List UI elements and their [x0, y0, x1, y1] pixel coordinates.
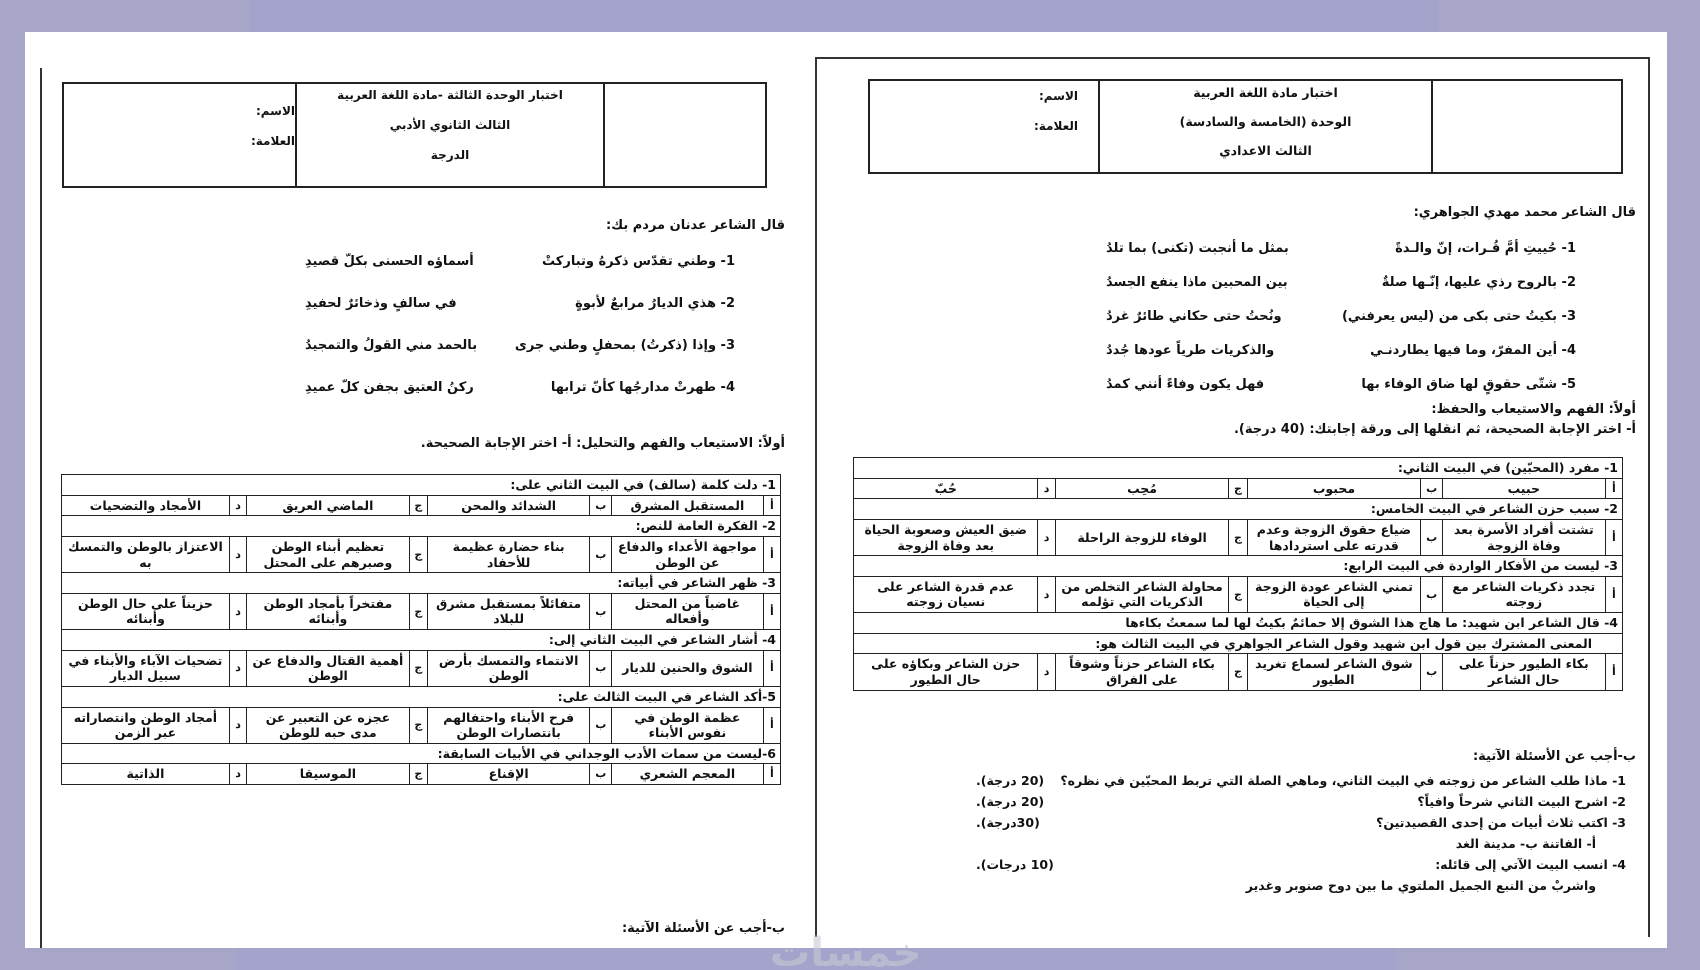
options-row: [854, 519, 1623, 555]
left-header-title-cell: [297, 82, 605, 188]
verse-row: 5- شتّى حقوقٍ لها ضاق الوفاء بها فهل يكون وفاءً أنني كمدُ: [1106, 376, 1576, 392]
question-text: 5-أكد الشاعر في البيت الثالث على:: [62, 686, 781, 707]
left-section-b-heading: ب-أجب عن الأسئلة الآتية:: [621, 921, 785, 936]
option-letter: د: [229, 707, 246, 743]
answer-option[interactable]: بكاء الشاعر حزناً وشوقاً على الفراق: [1055, 654, 1229, 690]
option-letter: ج: [409, 764, 427, 785]
option-letter: ج: [409, 593, 427, 629]
question-text: 4- قال الشاعر ابن شهيد: ما هاج هذا الشوق إلا حمائمٌ بكيتُ لها لما سمعتُ بكاءها: [854, 613, 1623, 634]
options-row: [62, 536, 781, 572]
answer-question-row: [976, 791, 1626, 812]
answer-question-text: 3- اكتب ثلاث أبيات من إحدى القصيدتين؟: [1376, 815, 1626, 830]
option-letter: أ: [763, 593, 780, 629]
answer-mark: (20 درجة).: [976, 794, 1045, 809]
question-row: [854, 556, 1623, 577]
option-letter: أ: [1605, 478, 1622, 499]
answer-option[interactable]: حُبّ: [854, 478, 1038, 499]
option-letter: ج: [409, 707, 427, 743]
answer-option[interactable]: بناء حضارة عظيمة للأحفاد: [427, 536, 589, 572]
option-letter: د: [229, 593, 246, 629]
answer-option[interactable]: ضياع حقوق الزوجة وعدم قدرته على استردادها: [1247, 519, 1421, 555]
option-letter: د: [1038, 519, 1055, 555]
document-sheet: [25, 32, 1667, 970]
answer-option[interactable]: عجزه عن التعبير عن مدى حبه للوطن: [247, 707, 409, 743]
option-letter: أ: [763, 650, 780, 686]
answer-question-row: [976, 770, 1626, 791]
options-row: [854, 576, 1623, 612]
answer-question-row: [976, 854, 1626, 875]
answer-option[interactable]: الشدائد والمحن: [427, 495, 589, 516]
question-text: 6-ليست من سمات الأدب الوجداني في الأبيات السابقة:: [62, 743, 781, 764]
option-letter: أ: [763, 707, 780, 743]
question-row: [854, 499, 1623, 520]
answer-option[interactable]: تضحيات الآباء والأبناء في سبيل الديار: [62, 650, 230, 686]
answer-question-row: [976, 875, 1626, 896]
option-letter: ب: [590, 764, 612, 785]
answer-option[interactable]: مواجهة الأعداء والدفاع عن الوطن: [612, 536, 764, 572]
left-exam-page: [40, 68, 795, 948]
answer-question-text: 2- اشرح البيت الثاني شرحاً وافياً؟: [1417, 794, 1626, 809]
answer-option[interactable]: عظمة الوطن في نفوس الأبناء: [612, 707, 764, 743]
answer-option[interactable]: المعجم الشعري: [612, 764, 764, 785]
options-row: [62, 593, 781, 629]
answer-option[interactable]: حبيب: [1442, 478, 1605, 499]
answer-option[interactable]: الانتماء والتمسك بأرض الوطن: [427, 650, 589, 686]
question-text: 3- ليست من الأفكار الواردة في البيت الرابع:: [854, 556, 1623, 577]
option-letter: ج: [1229, 478, 1247, 499]
answer-option[interactable]: الماضي العريق: [247, 495, 409, 516]
answer-option[interactable]: فرح الأبناء واحتفالهم بانتصارات الوطن: [427, 707, 589, 743]
option-letter: د: [1038, 576, 1055, 612]
right-title-line1: اختبار مادة اللغة العربية: [1193, 85, 1338, 100]
answer-option[interactable]: أمجاد الوطن وانتصاراته عبر الزمن: [62, 707, 230, 743]
verse-row: 2- بالروح رذي عليها، إنّـها صلةٌ بين المحبين ماذا ينفع الجسدُ: [1106, 274, 1576, 290]
answer-option[interactable]: الإقناع: [427, 764, 589, 785]
option-letter: أ: [763, 536, 780, 572]
answer-option[interactable]: تعظيم أبناء الوطن وصبرهم على المحتل: [247, 536, 409, 572]
left-title-line2: الثالث الثانوي الأدبي: [389, 118, 511, 132]
left-name-label: الاسم:: [255, 104, 295, 118]
verse-row: 1- وطني تقدّس ذكرهُ وتباركتْ أسماؤه الحسنى بكلّ قصيدِ: [305, 253, 735, 269]
answer-option[interactable]: غاضباً من المحتل وأفعاله: [612, 593, 764, 629]
answer-option[interactable]: الوفاء للزوجة الراحلة: [1055, 519, 1229, 555]
question-row: [62, 686, 781, 707]
answer-question-row: [976, 812, 1626, 833]
answer-question-row: [976, 833, 1626, 854]
options-row: [62, 650, 781, 686]
answer-mark: (10 درجات).: [976, 857, 1054, 872]
answer-option[interactable]: تشتت أفراد الأسرة بعد وفاة الزوجة: [1442, 519, 1605, 555]
option-letter: د: [229, 764, 246, 785]
answer-option[interactable]: محبوب: [1247, 478, 1421, 499]
question-text: 4- أشار الشاعر في البيت الثاني إلى:: [62, 630, 781, 651]
answer-option[interactable]: حزيناً على حال الوطن وأبنائه: [62, 593, 230, 629]
answer-option[interactable]: مُحِب: [1055, 478, 1229, 499]
left-section1-heading: أولاً: الاستيعاب والفهم والتحليل: أ- اختر الإجابة الصحيحة.: [420, 436, 785, 451]
answer-option[interactable]: حزن الشاعر وبكاؤه على حال الطيور: [854, 654, 1038, 690]
option-letter: ب: [590, 536, 612, 572]
answer-option[interactable]: أهمية القتال والدفاع عن الوطن: [247, 650, 409, 686]
option-letter: ج: [409, 536, 427, 572]
left-grade-label: العلامة:: [250, 134, 295, 148]
option-letter: ب: [1421, 654, 1443, 690]
right-header-fields-cell: [870, 81, 1100, 172]
option-letter: ب: [590, 593, 612, 629]
option-letter: أ: [763, 764, 780, 785]
answer-option[interactable]: مفتخراً بأمجاد الوطن وأبنائه: [247, 593, 409, 629]
verse-row: 3- بكيتُ حتى بكى من (ليس يعرفني) ونُحتُ حتى حكاني طائرٌ غردُ: [1106, 308, 1576, 324]
option-letter: ب: [590, 707, 612, 743]
option-letter: أ: [763, 495, 780, 516]
verse-row: 2- هذي الديارُ مرابعٌ لأبوةٍ في سالفٍ وذخائرٌ لحفيدِ: [305, 295, 735, 311]
left-verses: [305, 244, 735, 404]
option-letter: ب: [1421, 519, 1443, 555]
options-row: [854, 478, 1623, 499]
options-row: [62, 707, 781, 743]
right-header-title-cell: [1100, 81, 1433, 172]
verse-row: 1- حُييتِ أمَّ فُـرات، إنّ والـدةً بمثل ما أنجبت (تكنى) بما تلدُ: [1106, 240, 1576, 256]
question-row: [854, 458, 1623, 479]
question-row: [62, 516, 781, 537]
question-row: [854, 633, 1623, 654]
option-letter: أ: [1605, 654, 1622, 690]
answer-option[interactable]: بكاء الطيور حزناً على حال الشاعر: [1442, 654, 1605, 690]
answer-mark: (20 درجة).: [976, 773, 1045, 788]
answer-option[interactable]: متفائلاً بمستقبل مشرق للبلاد: [427, 593, 589, 629]
left-questions-table: [61, 474, 781, 785]
option-letter: د: [1038, 654, 1055, 690]
question-text: 2- الفكرة العامة للنص:: [62, 516, 781, 537]
answer-question-text: 1- ماذا طلب الشاعر من زوجته في البيت الثاني، وماهي الصلة التي تربط المحبّين في نظره؟: [1060, 773, 1626, 788]
option-letter: ج: [1229, 519, 1247, 555]
left-title-line3: الدرجة: [430, 148, 470, 162]
verse-row: 3- وإذا (ذكرتُ) بمحفلٍ وطني جرى بالحمد مني القولُ والتمجيدُ: [305, 337, 735, 353]
answer-mark: (30درجة).: [976, 815, 1040, 830]
answer-option[interactable]: ضيق العيش وصعوبة الحياة بعد وفاة الزوجة: [854, 519, 1038, 555]
verse-row: 4- طهرتْ مدارجُها كأنّ ترابها ركنُ العتيق بجفن كلّ عميدِ: [305, 379, 735, 395]
right-questions-table: [853, 457, 1623, 691]
question-row: [62, 630, 781, 651]
answer-option[interactable]: الاعتزاز بالوطن والتمسك به: [62, 536, 230, 572]
option-letter: د: [229, 650, 246, 686]
right-section1-sub: أ- اختر الإجابة الصحيحة، ثم انقلها إلى ورقة إجابتك: (40 درجة).: [1233, 422, 1636, 437]
question-row: [62, 573, 781, 594]
options-row: [62, 495, 781, 516]
question-row: [62, 743, 781, 764]
right-verses: [1106, 231, 1576, 401]
options-row: [62, 764, 781, 785]
question-row: [854, 613, 1623, 634]
question-text: 1- مفرد (المحبّين) في البيت الثاني:: [854, 458, 1623, 479]
answer-option[interactable]: عدم قدرة الشاعر على نسيان زوجته: [854, 576, 1038, 612]
right-intro: قال الشاعر محمد مهدي الجواهري:: [1413, 205, 1636, 220]
option-letter: ج: [409, 650, 427, 686]
option-letter: أ: [1605, 519, 1622, 555]
answer-option[interactable]: تجدد ذكريات الشاعر مع زوجته: [1442, 576, 1605, 612]
answer-option[interactable]: محاولة الشاعر التخلص من الذكريات التي تؤلمه: [1055, 576, 1229, 612]
right-exam-page: [815, 57, 1650, 937]
top-frame-bar: [250, 0, 1438, 32]
right-name-label: الاسم:: [1038, 89, 1078, 103]
answer-option[interactable]: الموسيقا: [247, 764, 409, 785]
answer-question-text: واشربْ من النبع الجميل الملتوي ما بين دوح صنوبر وغدير: [1245, 878, 1596, 893]
right-section1-heading: أولاً: الفهم والاستيعاب والحفظ:: [1431, 402, 1636, 417]
option-letter: ب: [590, 650, 612, 686]
option-letter: ب: [590, 495, 612, 516]
question-text: 3- ظهر الشاعر في أبياته:: [62, 573, 781, 594]
option-letter: د: [229, 536, 246, 572]
option-letter: أ: [1605, 576, 1622, 612]
answer-option[interactable]: شوق الشاعر لسماع تغريد الطيور: [1247, 654, 1421, 690]
option-letter: ج: [1229, 654, 1247, 690]
left-title-line1: اختبار الوحدة الثالثة -مادة اللغة العربية: [337, 88, 563, 102]
question-text: 1- دلت كلمة (سالف) في البيت الثاني على:: [62, 475, 781, 496]
verse-row: 4- أين المفرّ، وما فيها يطاردنـي والذكريات طرياً عودها جُددُ: [1106, 342, 1576, 358]
option-letter: ج: [1229, 576, 1247, 612]
right-section-b-heading: ب-أجب عن الأسئلة الآتية:: [1472, 749, 1636, 764]
right-title-line3: الثالث الاعدادي: [1219, 143, 1312, 158]
left-intro: قال الشاعر عدنان مردم بك:: [606, 218, 785, 233]
option-letter: ج: [409, 495, 427, 516]
option-letter: ب: [1421, 576, 1443, 612]
option-letter: ب: [1421, 478, 1443, 499]
left-header-fields-cell: [62, 82, 297, 188]
answer-option[interactable]: الشوق والحنين للديار: [612, 650, 764, 686]
right-title-line2: الوحدة (الخامسة والسادسة): [1179, 114, 1352, 129]
right-answers-list: [976, 770, 1626, 896]
right-header-box: [868, 79, 1623, 174]
answer-option[interactable]: الأمجاد والتضحيات: [62, 495, 230, 516]
answer-question-text: أ- الفاتنة ب- مدينة الغد: [1455, 836, 1596, 851]
option-letter: د: [229, 495, 246, 516]
left-header-empty-cell: [605, 82, 767, 188]
answer-option[interactable]: المستقبل المشرق: [612, 495, 764, 516]
answer-question-text: 4- انسب البيت الآتي إلى قائله:: [1435, 857, 1626, 872]
question-text-continued: المعنى المشترك بين قول ابن شهيد وقول الشاعر الجواهري في البيت الثالث هو:: [854, 633, 1623, 654]
option-letter: د: [1038, 478, 1055, 499]
answer-option[interactable]: الذاتية: [62, 764, 230, 785]
watermark-logo: خمسات: [770, 930, 922, 970]
options-row: [854, 654, 1623, 690]
answer-option[interactable]: تمني الشاعر عودة الزوجة إلى الحياة: [1247, 576, 1421, 612]
question-text: 2- سبب حزن الشاعر في البيت الخامس:: [854, 499, 1623, 520]
right-grade-label: العلامة:: [1033, 119, 1078, 133]
question-row: [62, 475, 781, 496]
right-header-empty-cell: [1433, 81, 1621, 172]
